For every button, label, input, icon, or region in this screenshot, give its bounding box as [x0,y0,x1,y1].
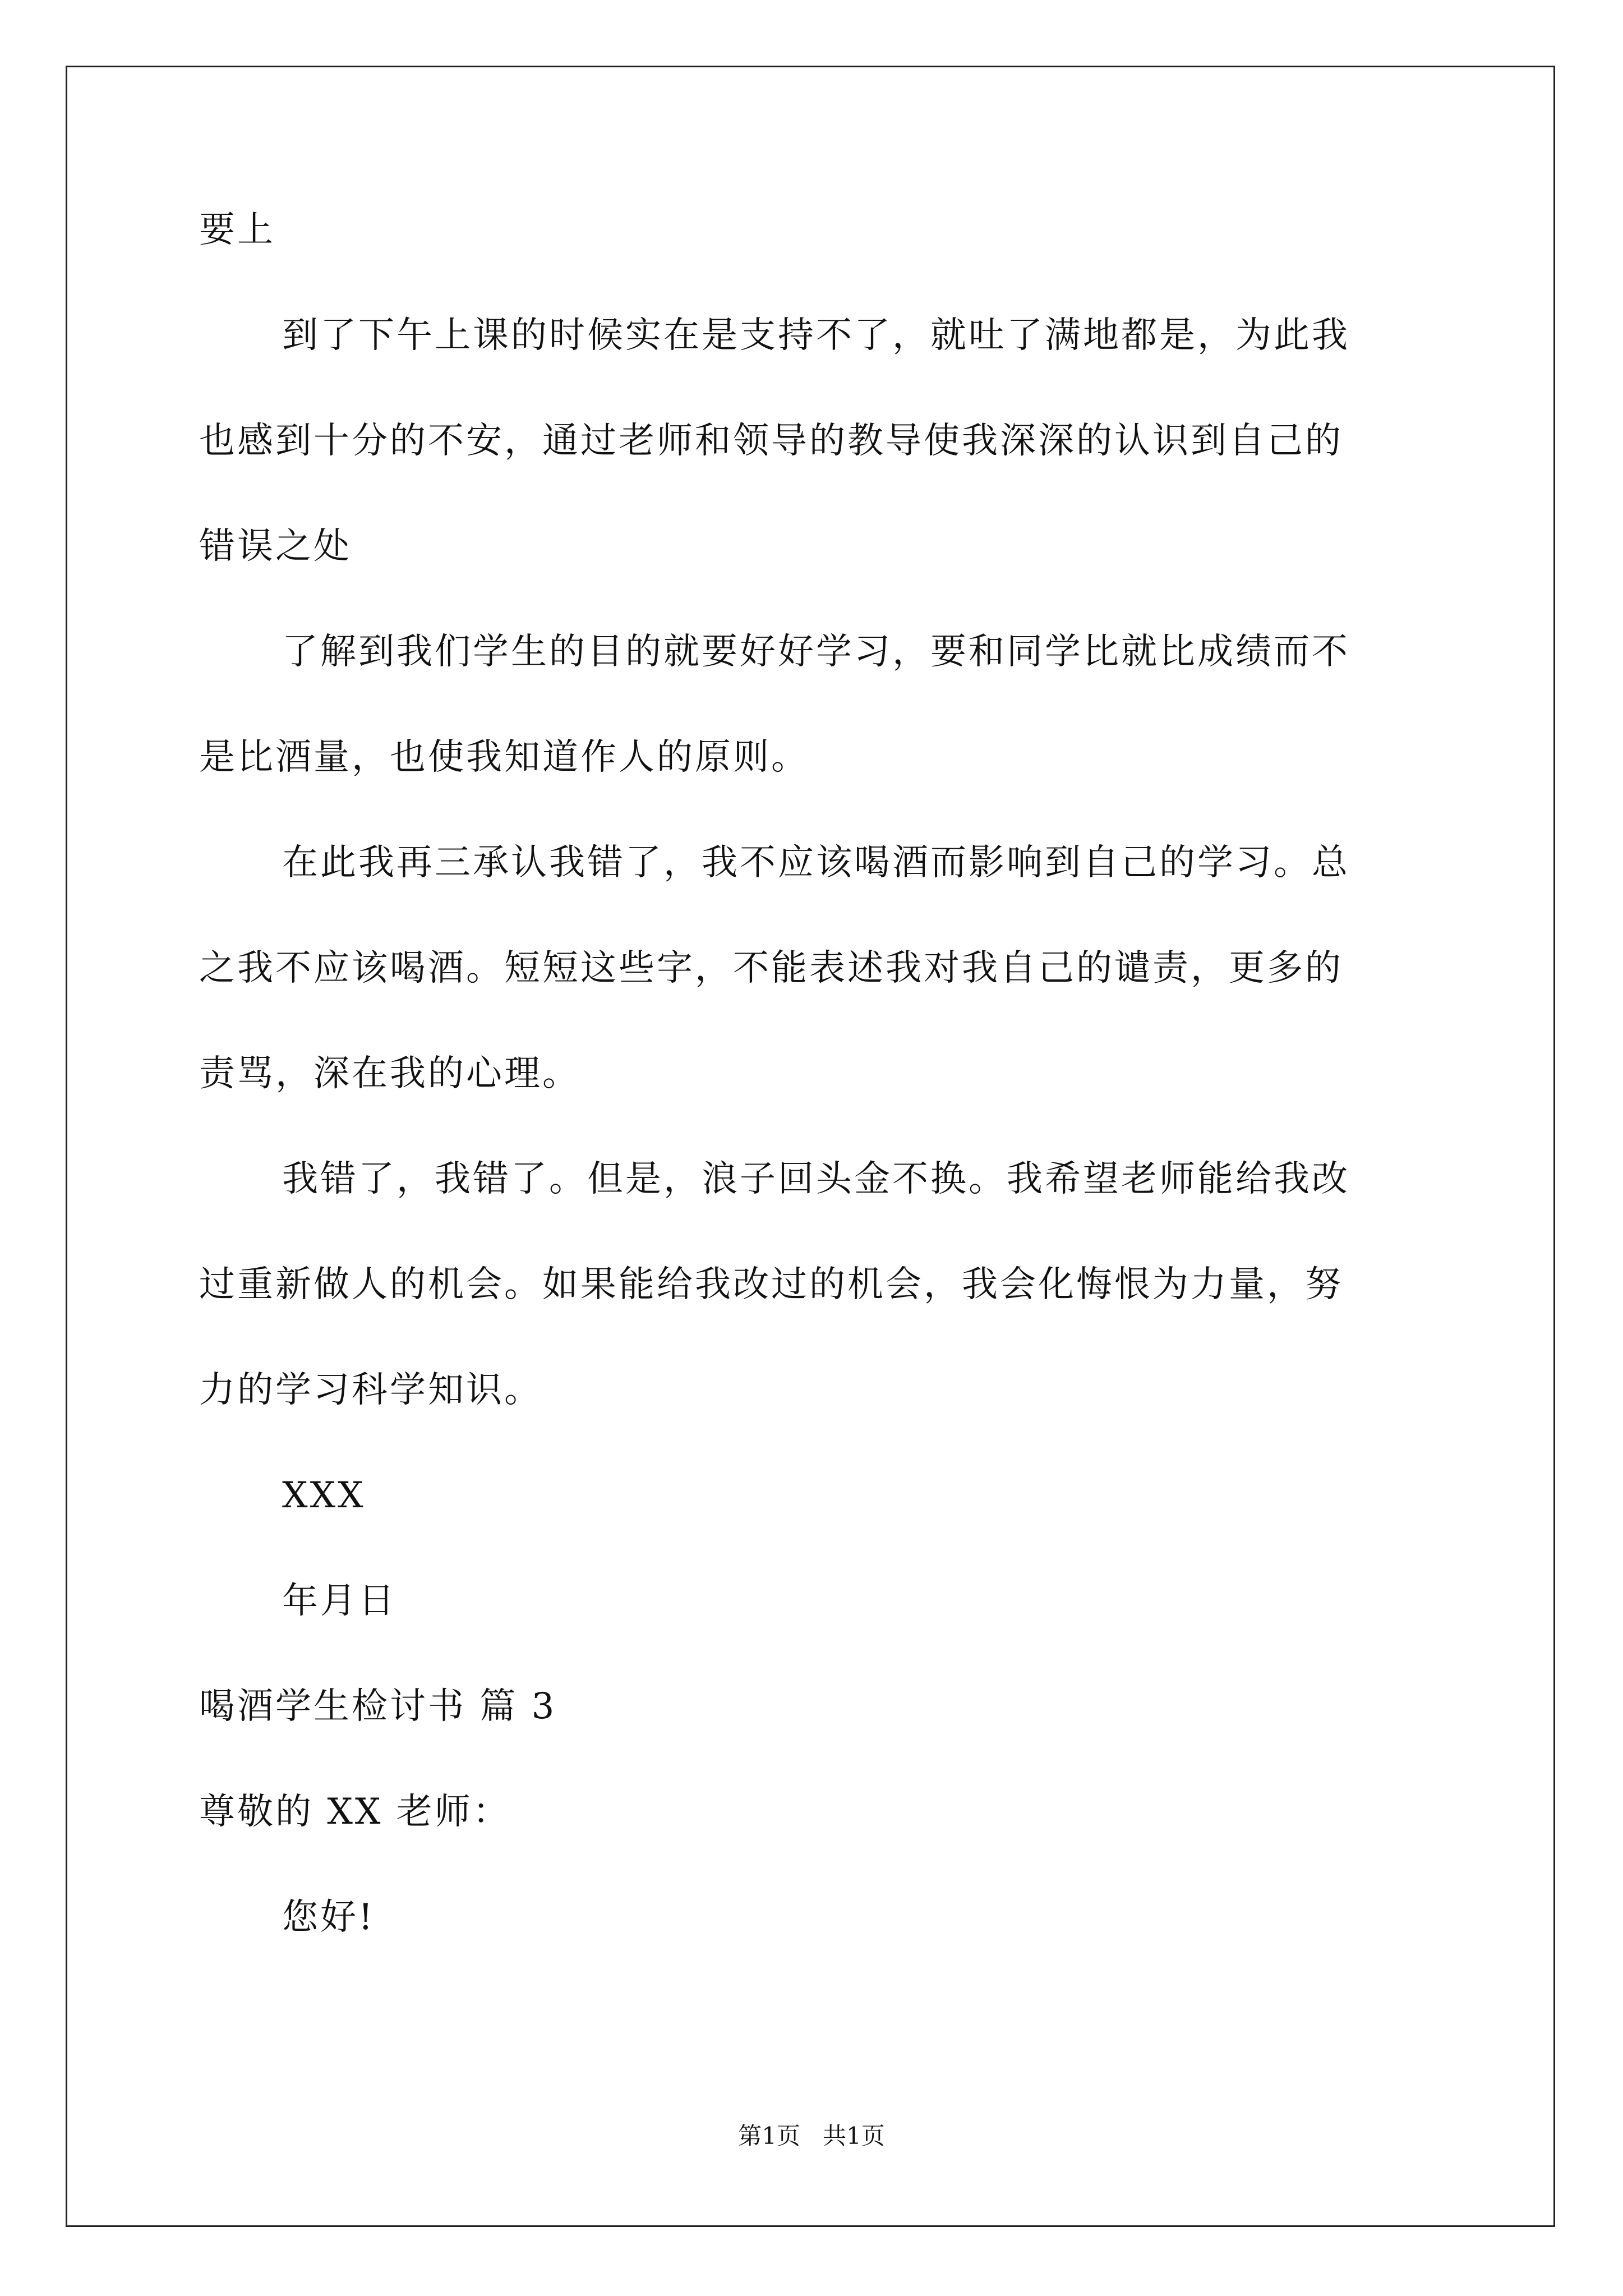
greeting: 您好! [282,1897,375,1938]
text-line-continuation: 要上 [199,209,275,251]
paragraph-line: 之我不应该喝酒。短短这些字，不能表述我对我自己的谴责，更多的 [199,947,1343,989]
paragraph-line: 责骂，深在我的心理。 [199,1053,580,1094]
paragraph-line: 到了下午上课的时候实在是支持不了，就吐了满地都是，为此我 [282,315,1350,356]
paragraph-line: 我错了，我错了。但是，浪子回头金不换。我希望老师能给我改 [282,1158,1350,1200]
paragraph-line: 也感到十分的不安，通过老师和领导的教导使我深深的认识到自己的 [199,420,1343,462]
paragraph-line: 过重新做人的机会。如果能给我改过的机会，我会化悔恨为力量，努 [199,1264,1343,1305]
paragraph-line: 是比酒量，也使我知道作人的原则。 [199,737,809,778]
paragraph-line: 了解到我们学生的目的就要好好学习，要和同学比就比成绩而不 [282,631,1350,673]
signature-name: XXX [282,1475,366,1516]
signature-date: 年月日 [282,1580,396,1622]
paragraph-line: 在此我再三承认我错了，我不应该喝酒而影响到自己的学习。总 [282,842,1350,884]
page-footer: 第1页 共1页 [738,2122,885,2150]
section-title: 喝酒学生检讨书 篇 3 [199,1686,557,1727]
paragraph-line: 错误之处 [199,526,352,567]
paragraph-line: 力的学习科学知识。 [199,1369,542,1411]
salutation: 尊敬的 XX 老师： [199,1791,511,1833]
